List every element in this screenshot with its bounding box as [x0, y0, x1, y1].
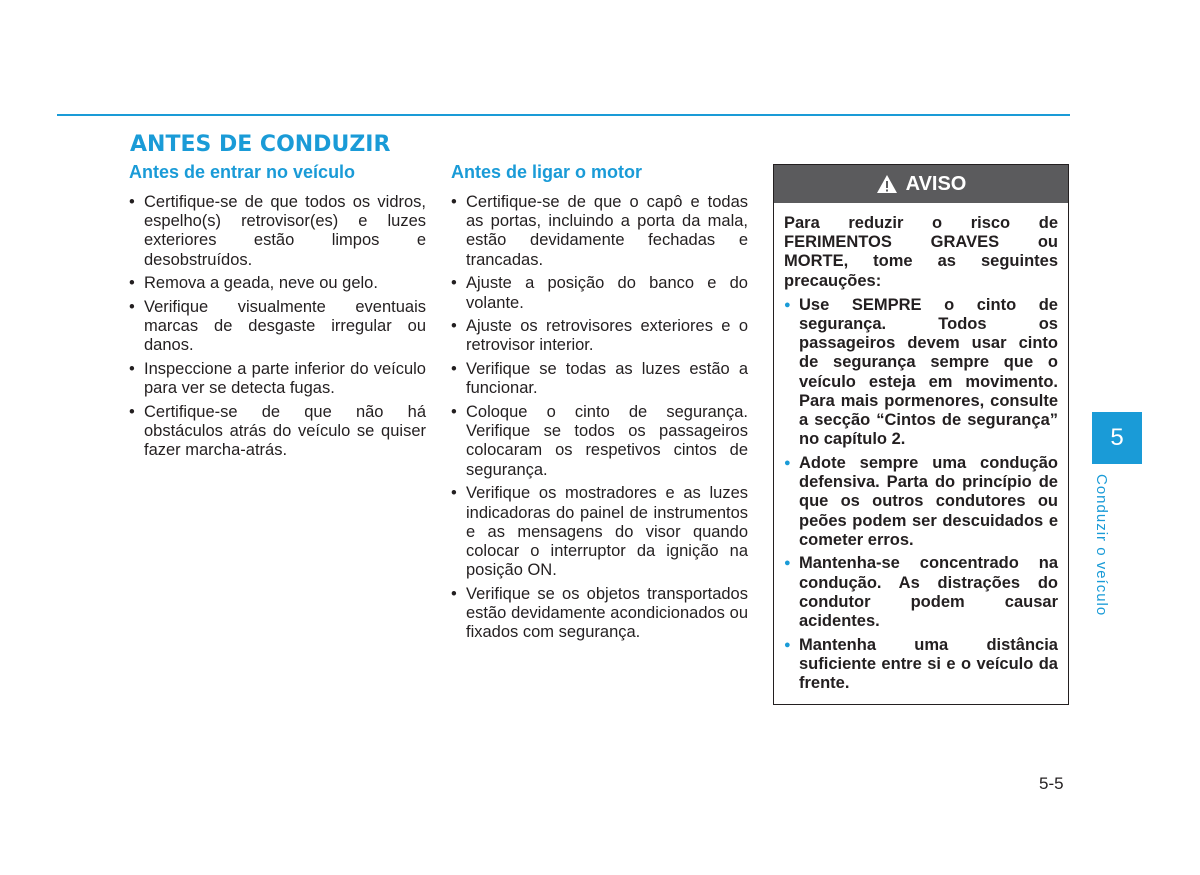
- list-item: • Ajuste a posição do banco e do volante.: [451, 274, 748, 312]
- checklist: [129, 193, 426, 461]
- list-item: • Verifique se os objetos transportados estão devidamente acondicionados ou fixados com segurança.: [451, 585, 748, 643]
- section-title: ANTES DE CONDUZIR: [130, 132, 391, 157]
- warning-list: [784, 296, 1058, 694]
- list-item: • Remova a geada, neve ou gelo.: [129, 274, 426, 293]
- chapter-tab: 5: [1092, 412, 1142, 464]
- list-item: • Verifique os mostradores e as luzes indicadoras do painel de instrumentos e as mensagens do visor quando colocar o interruptor da ignição na posição ON.: [451, 484, 748, 580]
- list-item: • Verifique visualmente eventuais marcas de desgaste irregular ou danos.: [129, 298, 426, 356]
- warning-triangle-icon: [876, 174, 898, 194]
- list-item: • Coloque o cinto de segurança. Verifique se todos os passageiros colocaram os respetivos cintos de segurança.: [451, 403, 748, 480]
- warning-intro: Para reduzir o risco de FERIMENTOS GRAVES ou MORTE, tome as seguintes precauções:: [784, 214, 1058, 290]
- checklist: [451, 193, 748, 642]
- column-before-entering: [129, 160, 426, 465]
- warning-title: AVISO: [905, 172, 967, 195]
- warning-header: [774, 165, 1068, 203]
- list-item: • Certifique-se de que o capô e todas as portas, incluindo a porta da mala, estão devidamente fechadas e trancadas.: [451, 193, 748, 270]
- list-item: • Certifique-se de que não há obstáculos atrás do veículo se quiser fazer marcha-atrás.: [129, 403, 426, 461]
- list-item: • Ajuste os retrovisores exteriores e o retrovisor interior.: [451, 317, 748, 355]
- column-heading: Antes de entrar no veículo: [129, 162, 356, 182]
- column-heading: Antes de ligar o motor: [451, 162, 643, 182]
- warning-item: ● Mantenha-se concentrado na condução. As distrações do condutor podem causar acidentes.: [784, 554, 1058, 631]
- warning-item: ● Adote sempre uma condução defensiva. Parta do princípio de que os outros condutores ou peões podem ser descuidados e cometer erros.: [784, 454, 1058, 550]
- column-before-starting-engine: [451, 160, 748, 647]
- warning-item: ● Mantenha uma distância suficiente entre si e o veículo da frente.: [784, 636, 1058, 694]
- top-rule: [57, 114, 1070, 116]
- chapter-label: Conduzir o veículo: [1093, 474, 1110, 617]
- list-item: • Certifique-se de que todos os vidros, espelho(s) retrovisor(es) e luzes exteriores estão limpos e desobstruídos.: [129, 193, 426, 270]
- warning-box: [773, 164, 1069, 705]
- warning-item: ● Use SEMPRE o cinto de segurança. Todos os passageiros devem usar cinto de segurança sempre que o veículo esteja em movimento. Para mais pormenores, consulte a secção “Cintos de segurança” no capítulo 2.: [784, 296, 1058, 450]
- page-number: 5-5: [1039, 774, 1064, 793]
- list-item: • Inspeccione a parte inferior do veículo para ver se detecta fugas.: [129, 360, 426, 398]
- list-item: • Verifique se todas as luzes estão a funcionar.: [451, 360, 748, 398]
- warning-body: [774, 203, 1068, 693]
